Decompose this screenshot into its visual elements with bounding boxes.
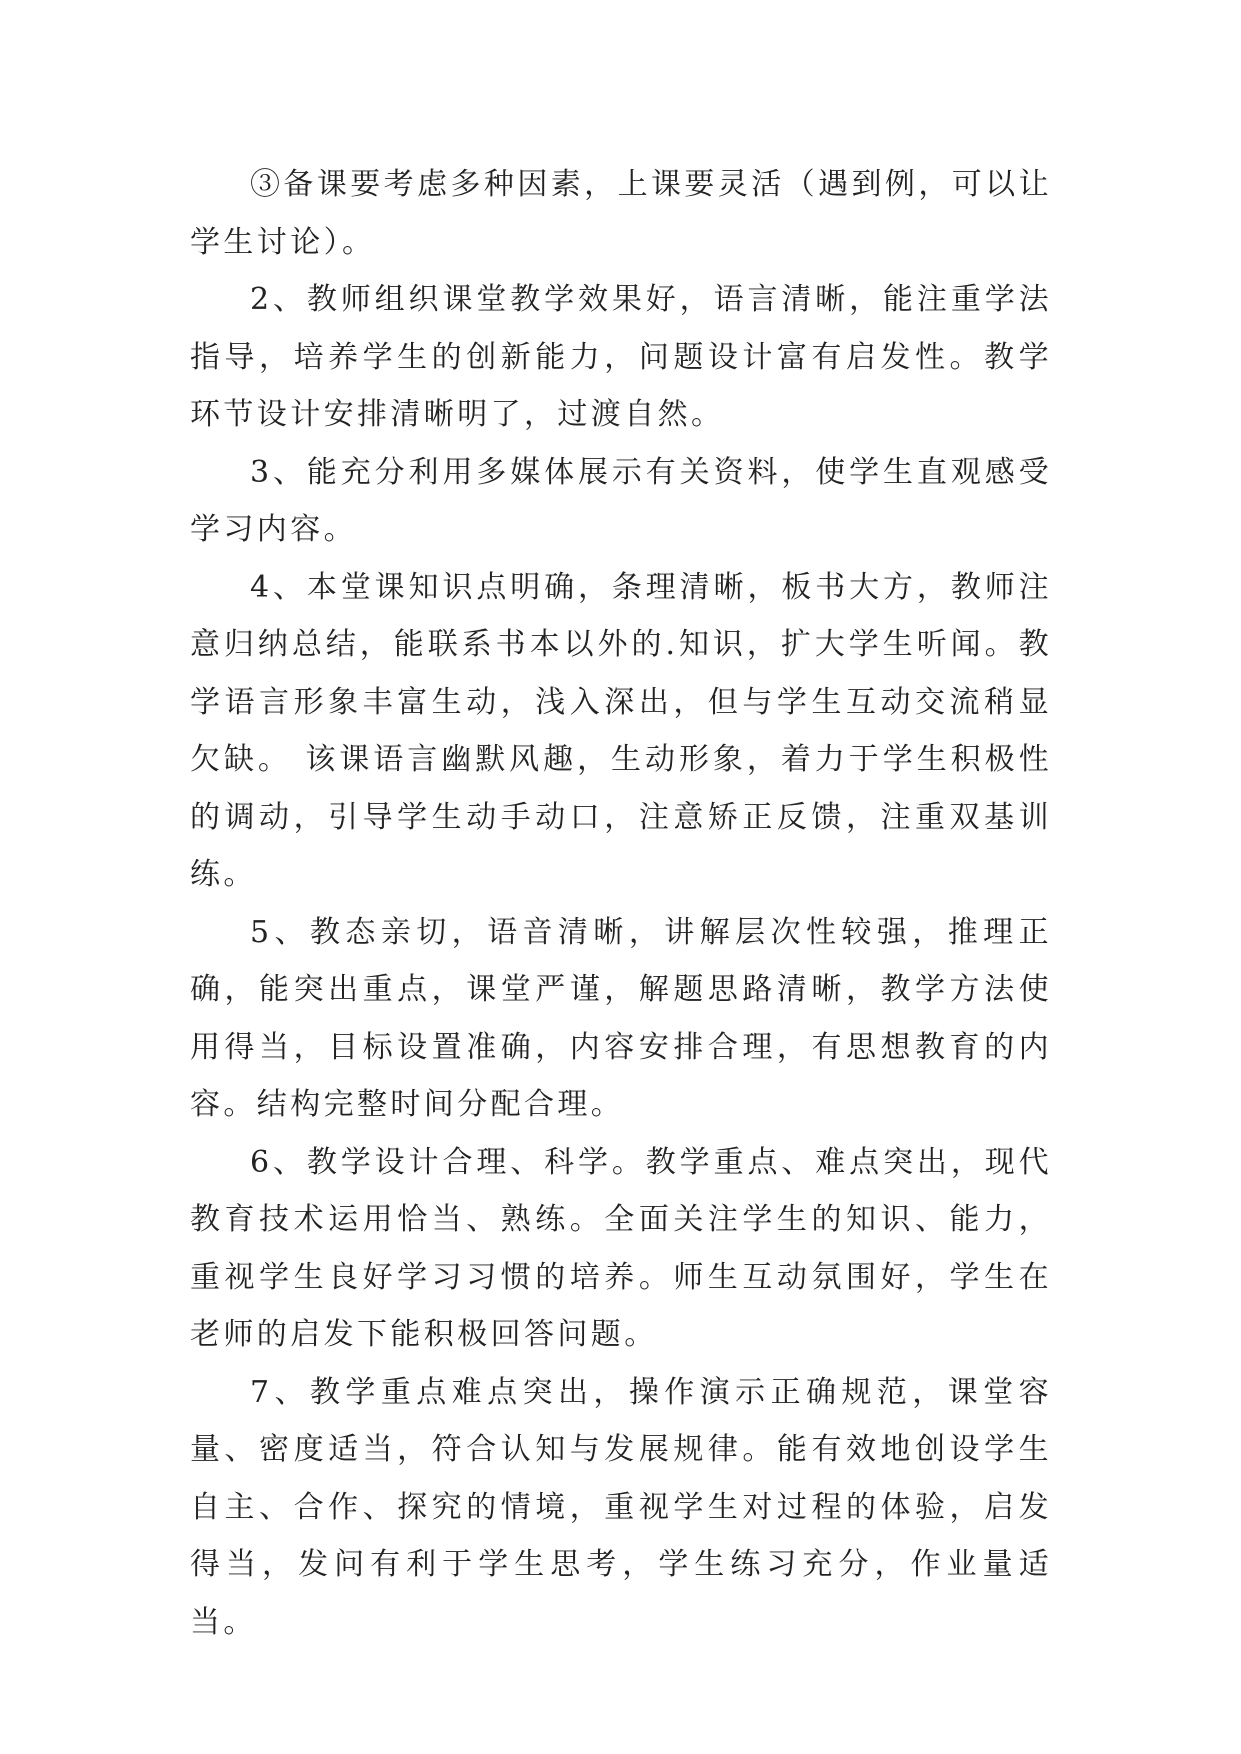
paragraph-point-5: 5、教态亲切，语音清晰，讲解层次性较强，推理正确，能突出重点，课堂严谨，解题思路清晰，教学方法使用得当，目标设置准确，内容安排合理，有思想教育的内容。结构完整时间分配合理。 xyxy=(190,914,1052,1122)
paragraph-point-3: 3、能充分利用多媒体展示有关资料，使学生直观感受学习内容。 xyxy=(190,454,1052,547)
document-body xyxy=(190,156,1052,1651)
paragraph-item-3: ③备课要考虑多种因素，上课要灵活（遇到例，可以让学生讨论）。 xyxy=(190,167,1052,260)
paragraph-point-4: 4、本堂课知识点明确，条理清晰，板书大方，教师注意归纳总结，能联系书本以外的.知识，扩大学生听闻。教学语言形象丰富生动，浅入深出，但与学生互动交流稍显欠缺。 该课语言幽默风趣，生动形象，着力于学生积极性的调动，引导学生动手动口，注意矫正反馈，注重双基训练。 xyxy=(190,569,1052,892)
paragraph-point-2: 2、教师组织课堂教学效果好，语言清晰，能注重学法指导，培养学生的创新能力，问题设计富有启发性。教学环节设计安排清晰明了，过渡自然。 xyxy=(190,282,1052,432)
paragraph-point-6: 6、教学设计合理、科学。教学重点、难点突出，现代教育技术运用恰当、熟练。全面关注学生的知识、能力，重视学生良好学习习惯的培养。师生互动氛围好，学生在老师的启发下能积极回答问题。 xyxy=(190,1144,1052,1352)
paragraph-point-7: 7、教学重点难点突出，操作演示正确规范，课堂容量、密度适当，符合认知与发展规律。能有效地创设学生自主、合作、探究的情境，重视学生对过程的体验，启发得当，发问有利于学生思考，学生练习充分，作业量适当。 xyxy=(190,1374,1052,1640)
